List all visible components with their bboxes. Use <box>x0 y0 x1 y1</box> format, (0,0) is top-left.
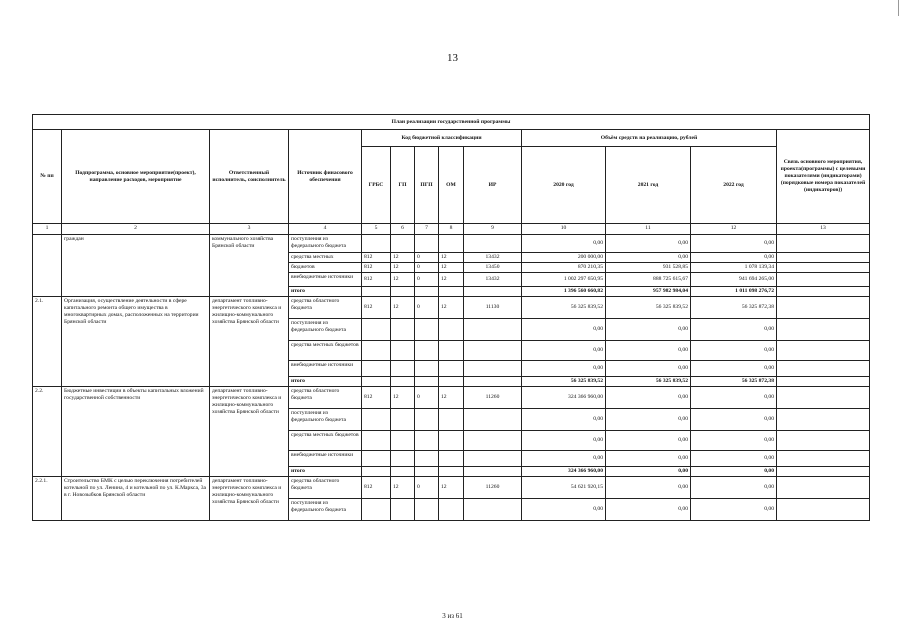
amount-2020: 0,00 <box>522 360 606 376</box>
table-row <box>33 296 870 318</box>
program-name: граждан <box>62 235 210 297</box>
header-om: ОМ <box>439 147 464 224</box>
code-grbs <box>362 318 391 340</box>
amount-2020: 54 621 920,15 <box>522 476 606 498</box>
code-grbs <box>362 235 391 253</box>
code-ir <box>464 286 522 296</box>
code-om <box>439 286 464 296</box>
program-name: Бюджетные инвестиции в объекты капитальных вложений государственной собственности <box>62 386 210 476</box>
code-gp: 12 <box>391 253 415 263</box>
code-grbs <box>362 376 391 386</box>
code-om: 12 <box>439 253 464 263</box>
row-number: 2.2. <box>33 386 62 476</box>
header-executor: Ответственный исполнитель, соисполнитель <box>210 130 289 224</box>
code-ir <box>464 235 522 253</box>
code-grbs <box>362 450 391 466</box>
code-gp <box>391 450 415 466</box>
amount-2022: 0,00 <box>691 498 777 520</box>
indicator-link-cell <box>777 466 870 476</box>
code-ir <box>464 340 522 360</box>
code-grbs <box>362 408 391 430</box>
code-grbs: 812 <box>362 386 391 408</box>
column-index: 8 <box>439 224 464 235</box>
amount-2022: 56 325 872,38 <box>691 376 777 386</box>
budget-plan-table <box>32 114 870 521</box>
code-ir <box>464 318 522 340</box>
amount-2021: 0,00 <box>606 408 691 430</box>
amount-2020: 0,00 <box>522 340 606 360</box>
column-index: 5 <box>362 224 391 235</box>
amount-2022: 0,00 <box>691 253 777 263</box>
funding-source: средства областного бюджета <box>289 296 362 318</box>
row-number: 2.1. <box>33 296 62 386</box>
table-title: План реализации государственной программы <box>33 115 870 130</box>
indicator-link-cell <box>777 340 870 360</box>
code-grbs <box>362 430 391 450</box>
code-gp <box>391 498 415 520</box>
header-2020: 2020 год <box>522 147 606 224</box>
amount-2021: 0,00 <box>606 466 691 476</box>
code-gp: 12 <box>391 262 415 272</box>
code-gp <box>391 360 415 376</box>
funding-source: внебюджетные источники <box>289 450 362 466</box>
code-grbs: 812 <box>362 296 391 318</box>
code-pgp: 0 <box>415 476 439 498</box>
amount-2020: 56 325 839,52 <box>522 376 606 386</box>
amount-2021: 0,00 <box>606 318 691 340</box>
amount-2022: 0,00 <box>691 360 777 376</box>
code-om <box>439 235 464 253</box>
amount-2020: 0,00 <box>522 318 606 340</box>
amount-2022: 0,00 <box>691 430 777 450</box>
indicator-link-cell <box>777 498 870 520</box>
amount-2022: 56 325 872,38 <box>691 296 777 318</box>
scan-edge-mark <box>898 0 899 16</box>
code-om <box>439 340 464 360</box>
indicator-link-cell <box>777 476 870 498</box>
amount-2022: 941 694 265,00 <box>691 272 777 286</box>
amount-2020: 0,00 <box>522 430 606 450</box>
amount-2020: 0,00 <box>522 235 606 253</box>
code-om: 12 <box>439 296 464 318</box>
indicator-link-cell <box>777 408 870 430</box>
funding-source: внебюджетные источники <box>289 272 362 286</box>
column-index: 7 <box>415 224 439 235</box>
header-pgp: ПГП <box>415 147 439 224</box>
amount-2022: 1 078 139,34 <box>691 262 777 272</box>
indicator-link-cell <box>777 430 870 450</box>
code-pgp: 0 <box>415 386 439 408</box>
code-pgp <box>415 466 439 476</box>
code-pgp: 0 <box>415 262 439 272</box>
funding-source: поступления из федерального бюджета <box>289 408 362 430</box>
code-om <box>439 376 464 386</box>
code-om: 12 <box>439 476 464 498</box>
code-pgp <box>415 430 439 450</box>
header-2021: 2021 год <box>606 147 691 224</box>
amount-2020: 200 000,00 <box>522 253 606 263</box>
amount-2020: 324 366 960,00 <box>522 386 606 408</box>
amount-2022: 0,00 <box>691 466 777 476</box>
code-ir: 11260 <box>464 386 522 408</box>
amount-2022: 0,00 <box>691 318 777 340</box>
table-row <box>33 386 870 408</box>
code-pgp <box>415 360 439 376</box>
indicator-link-cell <box>777 376 870 386</box>
code-gp <box>391 408 415 430</box>
code-gp: 12 <box>391 272 415 286</box>
row-number <box>33 235 62 297</box>
amount-2020: 0,00 <box>522 450 606 466</box>
amount-2020: 0,00 <box>522 498 606 520</box>
amount-2021: 0,00 <box>606 498 691 520</box>
code-grbs: 812 <box>362 253 391 263</box>
column-index-row <box>33 224 870 235</box>
column-index: 6 <box>391 224 415 235</box>
code-ir <box>464 360 522 376</box>
indicator-link-cell <box>777 450 870 466</box>
amount-2020: 1 396 560 660,82 <box>522 286 606 296</box>
funding-source: итого <box>289 466 362 476</box>
code-ir <box>464 430 522 450</box>
code-grbs <box>362 340 391 360</box>
code-pgp <box>415 408 439 430</box>
amount-2020: 870 210,35 <box>522 262 606 272</box>
code-om: 12 <box>439 262 464 272</box>
funding-source: бюджетов <box>289 262 362 272</box>
program-name: Строительство БМК с целью переключения потребителей котельной по ул. Ленина, 4 и котельной по ул. К.Маркса, 3а в г. Новозыбков Брянской области <box>62 476 210 520</box>
executor-name: департамент топливно-энергетического комплекса и жилищно-коммунального хозяйства Брянской области <box>210 476 289 520</box>
column-index: 4 <box>289 224 362 235</box>
funding-source: средства областного бюджета <box>289 476 362 498</box>
code-ir: 13432 <box>464 272 522 286</box>
code-ir: 13450 <box>464 262 522 272</box>
amount-2022: 0,00 <box>691 476 777 498</box>
code-pgp <box>415 376 439 386</box>
executor-name: коммунального хозяйства Брянской области <box>210 235 289 297</box>
code-gp <box>391 318 415 340</box>
page-footer: 3 из 61 <box>442 612 463 620</box>
amount-2020: 0,00 <box>522 408 606 430</box>
amount-2021: 0,00 <box>606 235 691 253</box>
indicator-link-cell <box>777 318 870 340</box>
column-index: 13 <box>777 224 870 235</box>
column-index: 10 <box>522 224 606 235</box>
amount-2021: 957 982 984,04 <box>606 286 691 296</box>
code-ir <box>464 376 522 386</box>
code-gp <box>391 466 415 476</box>
code-grbs <box>362 466 391 476</box>
code-pgp <box>415 498 439 520</box>
executor-name: департамент топливно-энергетического комплекса и жилищно-коммунального хозяйства Брянской области <box>210 386 289 476</box>
code-gp: 12 <box>391 296 415 318</box>
table-row <box>33 476 870 498</box>
code-om <box>439 408 464 430</box>
indicator-link-cell <box>777 253 870 263</box>
table-row <box>33 235 870 253</box>
amount-2022: 0,00 <box>691 386 777 408</box>
amount-2022: 0,00 <box>691 340 777 360</box>
executor-name: департамент топливно-энергетического комплекса и жилищно-коммунального хозяйства Брянской области <box>210 296 289 386</box>
code-gp <box>391 376 415 386</box>
amount-2021: 0,00 <box>606 253 691 263</box>
amount-2021: 0,00 <box>606 430 691 450</box>
column-index: 1 <box>33 224 62 235</box>
column-index: 3 <box>210 224 289 235</box>
funding-source: поступления из федерального бюджета <box>289 498 362 520</box>
code-grbs <box>362 498 391 520</box>
indicator-link-cell <box>777 296 870 318</box>
column-index: 11 <box>606 224 691 235</box>
amount-2020: 324 366 960,00 <box>522 466 606 476</box>
header-volume-group: Объём средств на реализацию, рублей <box>522 130 777 147</box>
code-pgp <box>415 340 439 360</box>
code-pgp <box>415 450 439 466</box>
code-gp <box>391 340 415 360</box>
header-program: Подпрограмма, основное мероприятие(проект), направление расходов, мероприятие <box>62 130 210 224</box>
amount-2022: 1 011 098 276,72 <box>691 286 777 296</box>
code-om <box>439 430 464 450</box>
row-number: 2.2.1. <box>33 476 62 520</box>
program-name: Организация, осуществление деятельности в сфере капитального ремонта общего имущества в многоквартирных домах, расположенных на территории Брянской области <box>62 296 210 386</box>
code-gp <box>391 430 415 450</box>
code-ir <box>464 408 522 430</box>
header-ir: ИР <box>464 147 522 224</box>
amount-2021: 56 325 839,52 <box>606 296 691 318</box>
code-ir <box>464 450 522 466</box>
page-number: 13 <box>447 52 458 64</box>
indicator-link-cell <box>777 262 870 272</box>
amount-2022: 0,00 <box>691 235 777 253</box>
funding-source: средства местных бюджетов <box>289 340 362 360</box>
funding-source: итого <box>289 376 362 386</box>
amount-2020: 1 002 297 650,95 <box>522 272 606 286</box>
code-grbs <box>362 360 391 376</box>
amount-2022: 0,00 <box>691 408 777 430</box>
amount-2021: 0,00 <box>606 386 691 408</box>
code-om: 12 <box>439 386 464 408</box>
code-ir <box>464 498 522 520</box>
indicator-link-cell <box>777 272 870 286</box>
header-link: Связь основного мероприятия, проекта(программы) с целевыми показателями (индикаторами) (порядковые номера показателей (индикаторов)) <box>777 130 870 224</box>
code-gp <box>391 235 415 253</box>
funding-source: итого <box>289 286 362 296</box>
amount-2022: 0,00 <box>691 450 777 466</box>
header-gp: ГП <box>391 147 415 224</box>
amount-2021: 0,00 <box>606 360 691 376</box>
indicator-link-cell <box>777 386 870 408</box>
amount-2021: 0,00 <box>606 340 691 360</box>
code-grbs: 812 <box>362 476 391 498</box>
code-ir: 13432 <box>464 253 522 263</box>
amount-2021: 0,00 <box>606 476 691 498</box>
code-om <box>439 466 464 476</box>
amount-2021: 0,00 <box>606 450 691 466</box>
code-pgp <box>415 318 439 340</box>
funding-source: средства местных бюджетов <box>289 430 362 450</box>
funding-source: поступления из федерального бюджета <box>289 318 362 340</box>
code-gp: 12 <box>391 386 415 408</box>
header-source: Источник финасового обеспечения <box>289 130 362 224</box>
code-ir: 11260 <box>464 476 522 498</box>
code-om <box>439 318 464 340</box>
code-pgp: 0 <box>415 272 439 286</box>
code-ir <box>464 466 522 476</box>
column-index: 2 <box>62 224 210 235</box>
amount-2021: 888 725 615,67 <box>606 272 691 286</box>
code-om <box>439 450 464 466</box>
code-ir: 11130 <box>464 296 522 318</box>
header-kbk-group: Код бюджетной классификации <box>362 130 522 147</box>
code-om: 12 <box>439 272 464 286</box>
header-grbs: ГРБС <box>362 147 391 224</box>
code-pgp <box>415 286 439 296</box>
funding-source: средства местных <box>289 253 362 263</box>
code-pgp <box>415 235 439 253</box>
code-om <box>439 498 464 520</box>
code-pgp: 0 <box>415 253 439 263</box>
funding-source: средства областного бюджета <box>289 386 362 408</box>
code-grbs <box>362 286 391 296</box>
code-grbs: 812 <box>362 262 391 272</box>
code-grbs: 812 <box>362 272 391 286</box>
header-2022: 2022 год <box>691 147 777 224</box>
indicator-link-cell <box>777 360 870 376</box>
funding-source: внебюджетные источники <box>289 360 362 376</box>
column-index: 12 <box>691 224 777 235</box>
amount-2021: 931 528,85 <box>606 262 691 272</box>
code-gp <box>391 286 415 296</box>
column-index: 9 <box>464 224 522 235</box>
amount-2020: 56 325 839,52 <box>522 296 606 318</box>
code-gp: 12 <box>391 476 415 498</box>
funding-source: поступления из федерального бюджета <box>289 235 362 253</box>
indicator-link-cell <box>777 286 870 296</box>
code-pgp: 0 <box>415 296 439 318</box>
header-num: № пп <box>33 130 62 224</box>
indicator-link-cell <box>777 235 870 253</box>
amount-2021: 56 325 839,52 <box>606 376 691 386</box>
code-om <box>439 360 464 376</box>
